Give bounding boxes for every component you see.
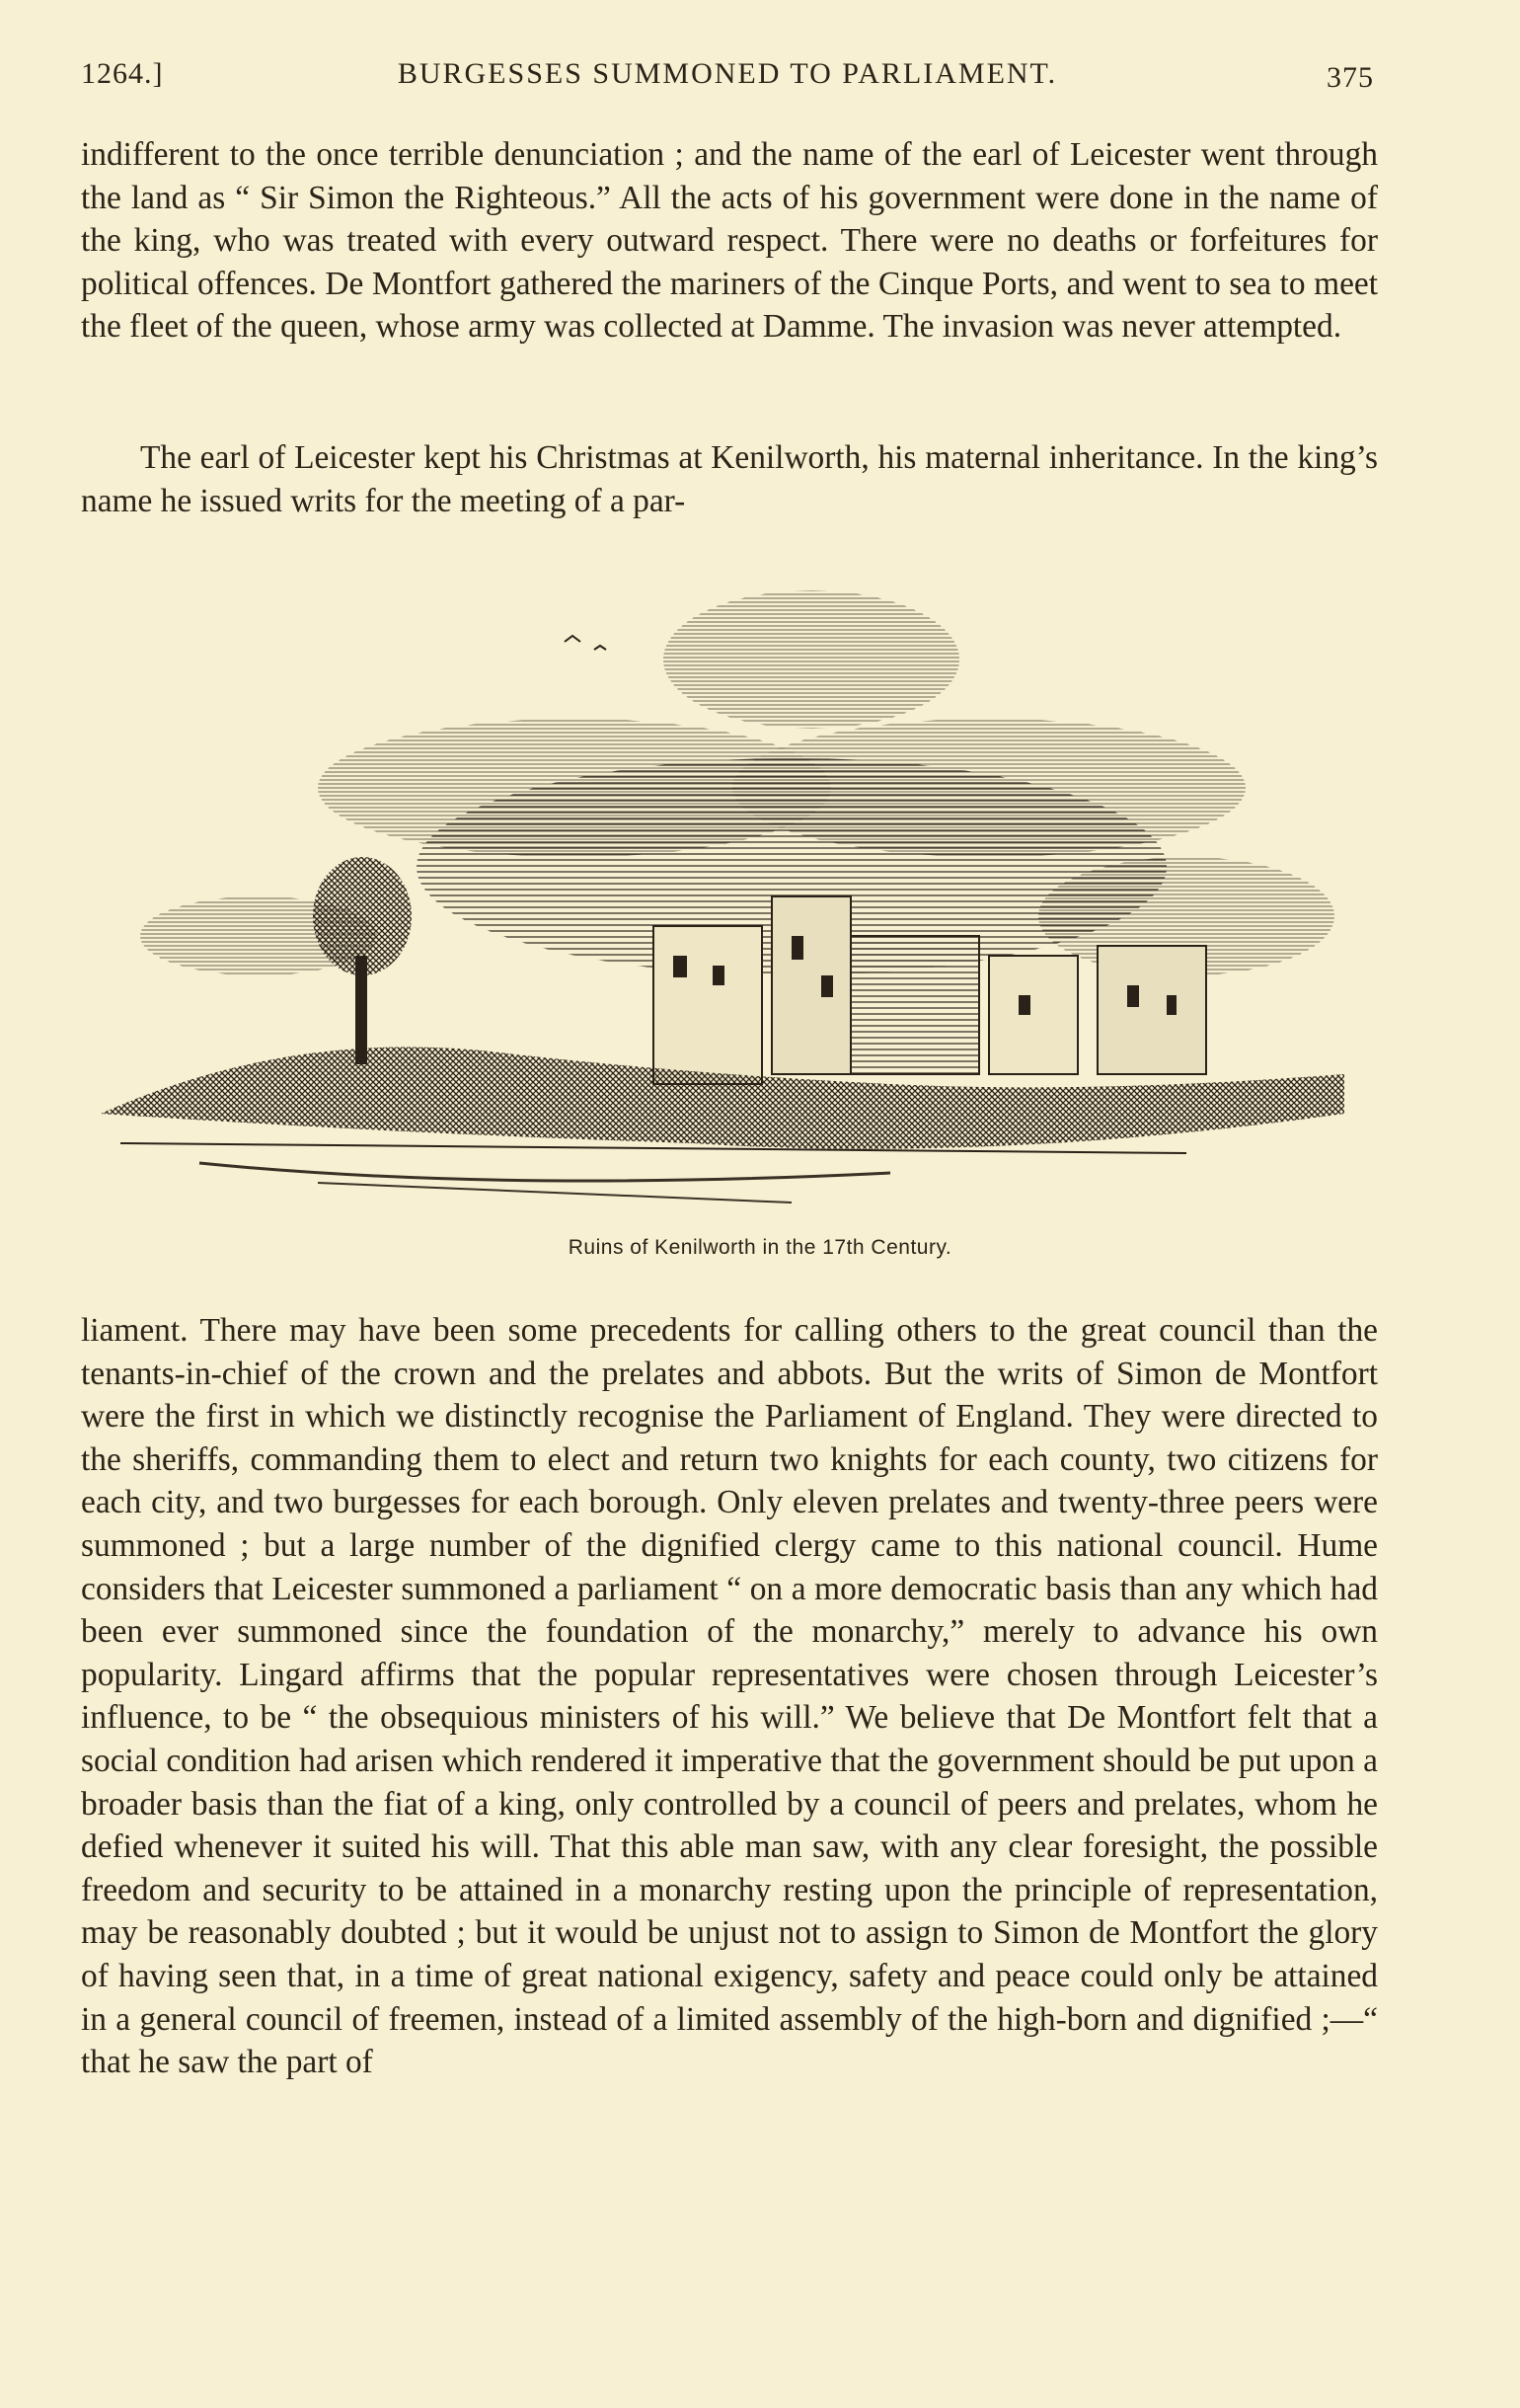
page-number: 375 bbox=[1327, 61, 1374, 94]
header-year: 1264.] bbox=[81, 57, 164, 90]
paragraph-1: indifferent to the once terrible denunciation ; and the name of the earl of Leicester went through the land as “ Sir Simon the Righteous.” All the acts of his government were done in the name of the king, who was treated with every outward respect. There were no deaths or forfeitures for political offences. De Montfort gathered the mariners of the Cinque Ports, and went to sea to meet the fleet of the queen, whose army was collected at Damme. The invasion was never attempted. bbox=[81, 136, 1378, 346]
kenilworth-engraving bbox=[101, 561, 1344, 1242]
paragraph-2: The earl of Leicester kept his Christmas at Kenilworth, his maternal inheritance. In the king’s name he issued writs for the meeting of a par- bbox=[81, 439, 1378, 519]
figure-caption: Ruins of Kenilworth in the 17th Century. bbox=[568, 1236, 952, 1259]
cloud-shape bbox=[663, 590, 959, 729]
running-header bbox=[81, 57, 1374, 107]
header-title: BURGESSES SUMMONED TO PARLIAMENT. bbox=[397, 57, 1058, 90]
paragraph-3: liament. There may have been some precedents for calling others to the great council than the tenants-in-chief of the crown and the prelates and abbots. But the writs of Simon de Montfort were the first in which we distinctly recognise the Parliament of England. They were directed to the sheriffs, commanding them to elect and return two knights for each county, two citizens for each city, and two burgesses for each borough. Only eleven prelates and twenty-three peers were summoned ; but a large number of the dignified clergy came to this national council. Hume considers that Leicester summoned a parliament “ on a more democratic basis than any which had been ever summoned since the foundation of the monarchy,” merely to advance his own popularity. Lingard affirms that the popular representatives were chosen through Leicester’s influence, to be “ the obsequious ministers of his will.” We believe that De Montfort felt that a social condition had arisen which rendered it imperative that the government should be put upon a broader basis than the fiat of a king, only controlled by a council of peers and prelates, whom he defied whenever it suited his will. That this able man saw, with any clear foresight, the possible freedom and security to be attained in a monarchy resting upon the principle of representation, may be reasonably doubted ; but it would be unjust not to assign to Simon de Montfort the glory of having seen that, in a time of great national exigency, safety and peace could only be attained in a general council of freemen, instead of a limited assembly of the high-born and dignified ;—“ that he saw the part of bbox=[81, 1312, 1378, 2081]
